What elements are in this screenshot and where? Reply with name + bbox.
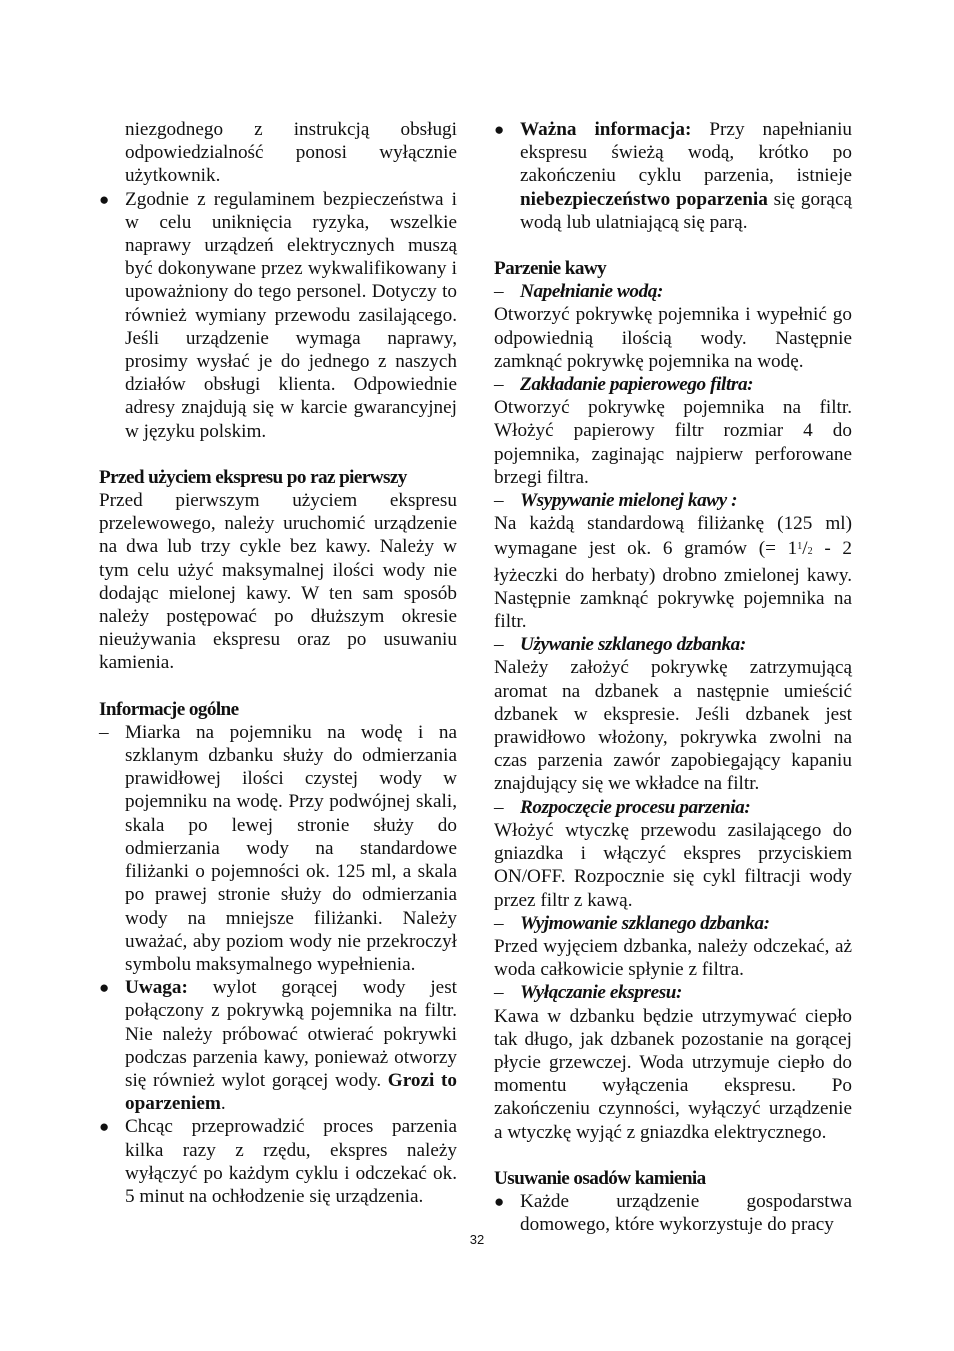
off-paragraph: Kawa w dzbanku będzie utrzymywać ciepło tak długo, jak dzbanek pozostanie na gorącej płycie grzewczej. Woda utrzymuje ciepło do momentu wyłączenia ekspresu. Po zakończeniu czynności, wyłączyć urządzenie a wtyczkę wyjąć z gniazdka elektrycznego. bbox=[494, 1005, 852, 1143]
subheading-filter: – Zakładanie papierowego filtra: bbox=[494, 374, 754, 396]
important-bold: niebezpieczeństwo poparzenia bbox=[520, 188, 768, 210]
coffee-paragraph: Na każdą standardową filiżankę (125 ml) wymagane jest ok. 6 gramów (= $1^1/2 - 2$ łyżeczki do herbaty) drobno zmielonej kawy. Następnie zamknąć pokrywkę pojemnika na filtr. bbox=[494, 513, 853, 633]
bullet-item-cycles: ● Chcąc przeprowadzić proces parzenia kilka razy z rzędu, ekspres należy wyłączyć po każdym cyklu i odczekać ok. 5 minut na ochłodzenie się urządzenia. bbox=[99, 1116, 457, 1207]
subheading-jug: – Używanie szklanego dzbanka: bbox=[494, 634, 746, 656]
subheading-off: – Wyłączanie ekspresu: bbox=[494, 982, 683, 1004]
page-number: 32 bbox=[469, 1232, 485, 1247]
dash-icon: – bbox=[494, 912, 504, 934]
subheading-remove: – Wyjmowanie szklanego dzbanka: bbox=[494, 912, 770, 934]
heading-descale: Usuwanie osadów kamienia bbox=[494, 1167, 706, 1189]
right-column bbox=[494, 118, 852, 1236]
start-paragraph: Włożyć wtyczkę przewodu zasilającego do gniazdka i włączyć ekspres przyciskiem ON/OFF. Rozpocznie się cykl filtracji wody przez filtr z kawą. bbox=[494, 819, 852, 911]
dash-item-measure: – Miarka na pojemniku na wodę i na szklanym dzbanku służy do odmierzania prawidłowej ilości czystej wody w pojemniku na wodę. Przy podwójnej skali, skala po lewej stronie służy do odmierzania wody na standardowe filiżanki o pojemności ok. 125 ml, a skala po prawej stronie służy do odmierzania wody na mniejsze filiżanki. Należy uważać, aby poziom wody nie przekroczył symbolu maksymalnego wypełnienia. bbox=[99, 721, 457, 975]
fill-paragraph: Otworzyć pokrywkę pojemnika i wypełnić go odpowiednią ilością wody. Następnie zamknąć pokrywkę pojemnika na wodę. bbox=[494, 304, 852, 372]
bullet-icon: ● bbox=[494, 1191, 505, 1211]
left-column bbox=[99, 118, 457, 1208]
bullet-icon: ● bbox=[99, 978, 110, 998]
subheading-coffee: – Wsypywanie mielonej kawy : bbox=[494, 490, 738, 512]
dash-icon: – bbox=[494, 796, 504, 818]
dash-icon: – bbox=[494, 634, 504, 656]
warning-bold-end: Grozi to oparzeniem bbox=[125, 1069, 457, 1115]
first-use-paragraph: Przed pierwszym użyciem ekspresu przelewowego, należy uruchomić urządzenie na dwa lub trzy cykle bez kawy. Należy w tym celu użyć maksymalnej ilości wody nie dodając mielonej kawy. W ten sam sposób należy postępować po dłuższym okresie nieużywania ekspresu oraz po usuwaniu kamienia. bbox=[99, 490, 457, 674]
filter-paragraph: Otworzyć pokrywkę pojemnika na filtr. Włożyć papierowy filtr rozmiar 4 do pojemnika, zaginając najpierw perforowane brzegi filtra. bbox=[494, 397, 852, 488]
bullet-icon: ● bbox=[99, 189, 110, 209]
remove-paragraph: Przed wyjęciem dzbanka, należy odczekać, aż woda całkowicie spłynie z filtra. bbox=[494, 935, 852, 981]
dash-icon: – bbox=[494, 374, 504, 396]
heading-first-use: Przed użyciem ekspresu po raz pierwszy bbox=[99, 466, 407, 488]
dash-icon: – bbox=[99, 721, 109, 743]
important-label: Ważna informacja: bbox=[520, 119, 692, 140]
bullet-item-descale: ● Każde urządzenie gospodarstwa domowego, które wykorzystuje do pracy bbox=[494, 1190, 852, 1236]
heading-brewing: Parzenie kawy bbox=[494, 258, 607, 280]
bullet-icon: ● bbox=[494, 120, 505, 139]
continued-text: niezgodnego z instrukcją obsługi odpowiedzialność ponosi wyłącznie użytkownik. bbox=[125, 119, 457, 187]
bullet-icon: ● bbox=[99, 1117, 110, 1137]
dash-icon: – bbox=[494, 490, 504, 512]
bullet-item-warning: ● Uwaga: wylot gorącej wody jest połączony z pokrywką pojemnika na filtr. Nie należy próbować otwierać pokrywki podczas parzenia kawy, ponieważ otworzy się również wylot gorącej wody. Grozi to oparzeniem. bbox=[99, 977, 457, 1115]
subheading-start: – Rozpoczęcie procesu parzenia: bbox=[494, 796, 751, 818]
bullet-item-important: ● Ważna informacja: Przy napełnianiu ekspresu świeżą wodą, krótko po zakończeniu cyklu parzenia, istnieje niebezpieczeństwo poparzenia się gorącą wodą lub ulatniającą się parą. bbox=[494, 119, 852, 233]
dash-icon: – bbox=[494, 281, 504, 303]
heading-general-info: Informacje ogólne bbox=[99, 698, 239, 720]
subheading-fill: – Napełnianie wodą: bbox=[494, 281, 663, 303]
dash-icon: – bbox=[494, 982, 504, 1004]
jug-paragraph: Należy założyć pokrywkę zatrzymującą aromat na dzbanek a następnie umieścić dzbanek w ekspresie. Jeśli dzbanek jest prawidłowo włożony, pokrywka zwolni na czas parzenia zawór zapobiegający kapaniu znajdujący się we wkładce na filtr. bbox=[494, 657, 852, 795]
warning-label: Uwaga: bbox=[125, 977, 188, 999]
bullet-item-repairs: ● Zgodnie z regulaminem bezpieczeństwa i w celu uniknięcia ryzyka, wszelkie naprawy urządzeń elektrycznych muszą być dokonywane przez wykwalifikowany i upoważniony do tego personel. Dotyczy to również wymiany przewodu zasilającego. Jeśli urządzenie wymaga naprawy, prosimy wysłać je do jednego z naszych działów obsługi klienta. Odpowiednie adresy znajdują się w karcie gwarancyjnej w języku polskim. bbox=[99, 188, 457, 442]
